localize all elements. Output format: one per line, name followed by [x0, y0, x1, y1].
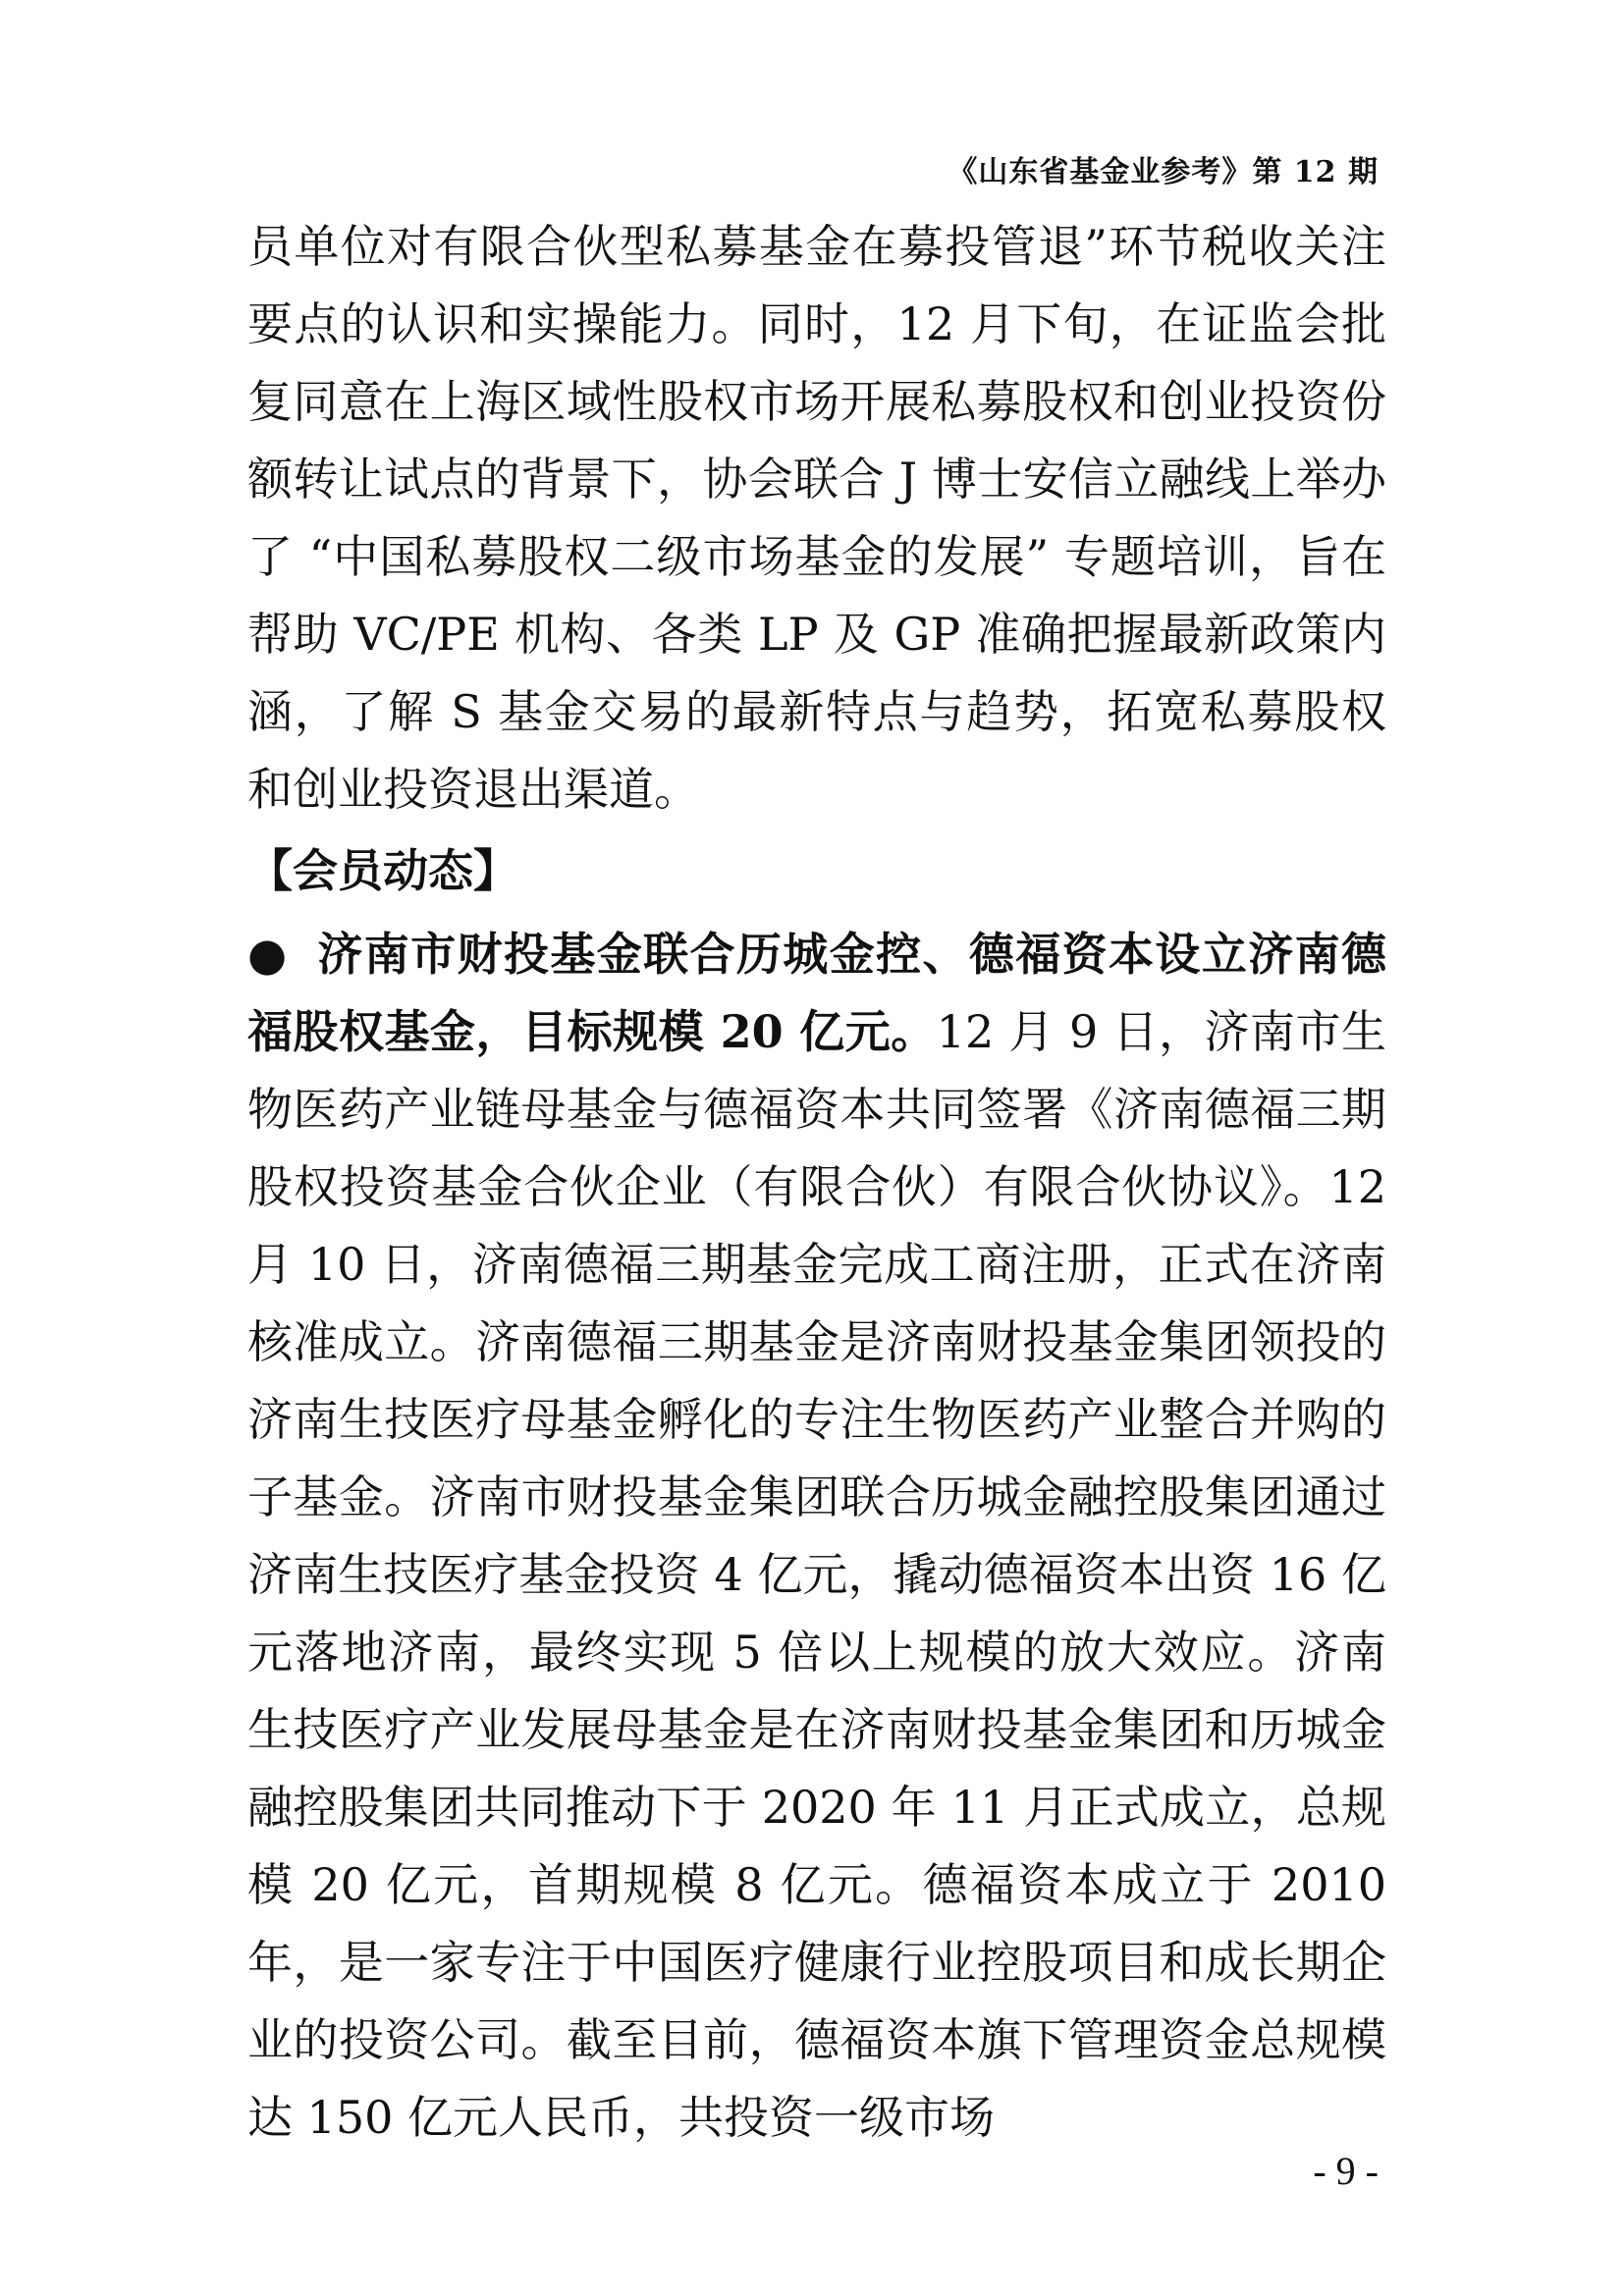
news-item [247, 916, 1386, 2157]
running-header: 《山东省基金业参考》第 12 期 [947, 155, 1379, 189]
page-number: - 9 - [1313, 2149, 1379, 2193]
bullet-icon: ● [247, 928, 288, 981]
body-text [247, 208, 1386, 2157]
news-headline: 济南市财投基金联合历城金控、德福资本设立济南德福股权基金，目标规模 20 亿元。 [247, 928, 1386, 1058]
section-heading: 【会员动态】 [247, 844, 518, 897]
intro-paragraph: 员单位对有限合伙型私募基金在募投管退”环节税收关注要点的认识和实操能力。同时，12 月下旬，在证监会批复同意在上海区域性股权市场开展私募股权和创业投资份额转让试点的背景下，协会联合 J 博士安信立融线上举办了 “中国私募股权二级市场基金的发展” 专题培训，旨在帮助 VC/PE 机构、各类 LP 及 GP 准确把握最新政策内涵，了解 S 基金交易的最新特点与趋势，拓宽私募股权和创业投资退出渠道。 [247, 220, 1386, 816]
news-body: 12 月 9 日，济南市生物医药产业链母基金与德福资本共同签署《济南德福三期股权投资基金合伙企业（有限合伙）有限合伙协议》。12 月 10 日，济南德福三期基金完成工商注册，正式在济南核准成立。济南德福三期基金是济南财投基金集团领投的济南生技医疗母基金孵化的专注生物医药产业整合并购的子基金。济南市财投基金集团联合历城金融控股集团通过济南生技医疗基金投资 4 亿元，撬动德福资本出资 16 亿元落地济南，最终实现 5 倍以上规模的放大效应。济南生技医疗产业发展母基金是在济南财投基金集团和历城金融控股集团共同推动下于 2020 年 11 月正式成立，总规模 20 亿元，首期规模 8 亿元。德福资本成立于 2010 年，是一家专注于中国医疗健康行业控股项目和成长期企业的投资公司。截至目前，德福资本旗下管理资金总规模达 150 亿元人民币，共投资一级市场 [247, 1005, 1386, 2144]
